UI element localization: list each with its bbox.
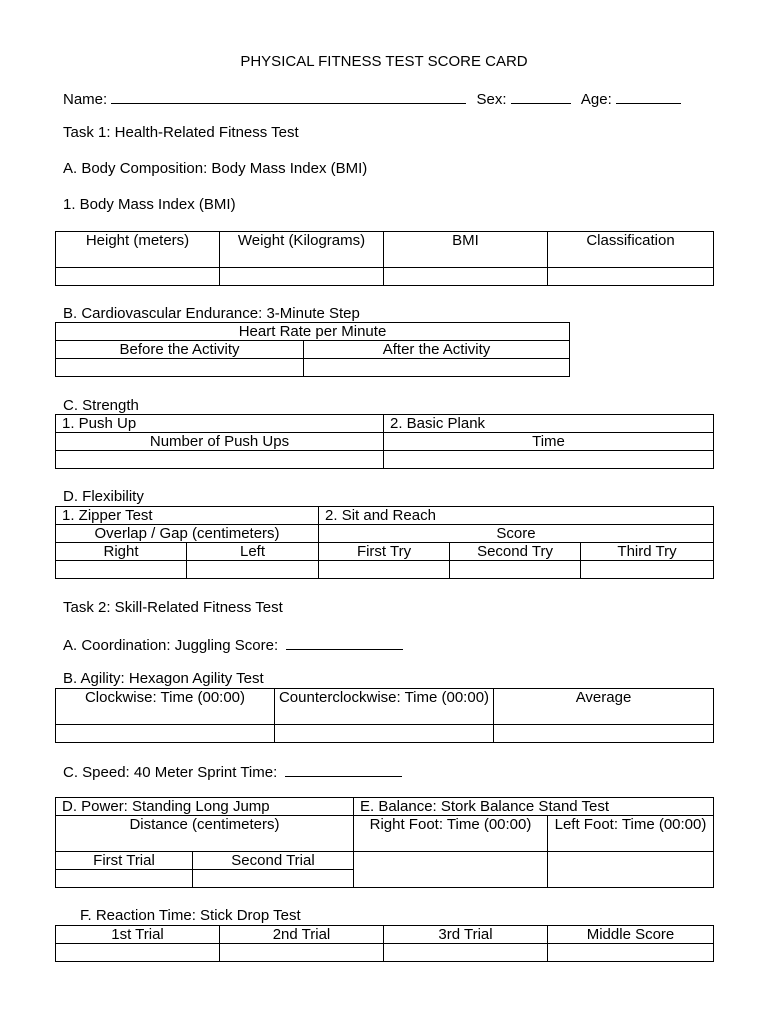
flex-right-cell[interactable]: [56, 561, 187, 579]
hr-before-cell[interactable]: [56, 359, 304, 377]
strength-table: [55, 414, 714, 469]
page-title: PHYSICAL FITNESS TEST SCORE CARD: [240, 53, 528, 70]
bmi-title: 1. Body Mass Index (BMI): [63, 196, 236, 213]
speed-line: [63, 762, 402, 782]
name-field[interactable]: [111, 89, 466, 104]
flexibility-title: D. Flexibility: [63, 488, 144, 505]
distance-header: Distance (centimeters): [56, 816, 354, 852]
coordination-label: A. Coordination: Juggling Score:: [63, 637, 279, 654]
bmi-weight-cell[interactable]: [220, 268, 384, 286]
reaction-table: [55, 925, 714, 962]
plank-label: 2. Basic Plank: [384, 415, 714, 433]
left-foot-header: Left Foot: Time (00:00): [548, 816, 714, 852]
task2-title: Task 2: Skill-Related Fitness Test: [63, 599, 283, 616]
reaction-3rd-cell[interactable]: [384, 944, 548, 962]
flex-second-try-header: Second Try: [450, 543, 581, 561]
bmi-col-weight: Weight (Kilograms): [220, 232, 384, 268]
hr-after-cell[interactable]: [304, 359, 570, 377]
bmi-classification-cell[interactable]: [548, 268, 714, 286]
flex-left-header: Left: [187, 543, 319, 561]
reaction-1st-cell[interactable]: [56, 944, 220, 962]
speed-label: C. Speed: 40 Meter Sprint Time:: [63, 764, 278, 781]
balance-title: E. Balance: Stork Balance Stand Test: [354, 798, 714, 816]
right-foot-header: Right Foot: Time (00:00): [354, 816, 548, 852]
flex-right-header: Right: [56, 543, 187, 561]
flex-third-try-header: Third Try: [581, 543, 714, 561]
header-line: [63, 89, 681, 109]
reaction-middle-header: Middle Score: [548, 926, 714, 944]
agility-title: B. Agility: Hexagon Agility Test: [63, 670, 264, 687]
second-trial-cell[interactable]: [193, 870, 354, 888]
coordination-line: [63, 635, 403, 655]
agility-clockwise-cell[interactable]: [56, 725, 275, 743]
age-field[interactable]: [616, 89, 681, 104]
push-up-count-header: Number of Push Ups: [56, 433, 384, 451]
right-foot-cell[interactable]: [354, 852, 548, 888]
cardio-title: B. Cardiovascular Endurance: 3-Minute Step: [63, 305, 360, 322]
power-title: D. Power: Standing Long Jump: [56, 798, 354, 816]
agility-clockwise-header: Clockwise: Time (00:00): [56, 689, 275, 725]
bmi-value-cell[interactable]: [384, 268, 548, 286]
power-balance-table: [55, 797, 714, 888]
flex-second-try-cell[interactable]: [450, 561, 581, 579]
hr-before-header: Before the Activity: [56, 341, 304, 359]
flex-first-try-cell[interactable]: [319, 561, 450, 579]
task1-title: Task 1: Health-Related Fitness Test: [63, 124, 299, 141]
agility-table: [55, 688, 714, 743]
flex-third-try-cell[interactable]: [581, 561, 714, 579]
reaction-2nd-header: 2nd Trial: [220, 926, 384, 944]
sprint-time-field[interactable]: [285, 762, 402, 777]
flex-first-try-header: First Try: [319, 543, 450, 561]
agility-average-cell[interactable]: [494, 725, 714, 743]
first-trial-cell[interactable]: [56, 870, 193, 888]
zipper-test-label: 1. Zipper Test: [56, 507, 319, 525]
juggling-score-field[interactable]: [286, 635, 403, 650]
score-header: Score: [319, 525, 714, 543]
reaction-2nd-cell[interactable]: [220, 944, 384, 962]
push-up-count-cell[interactable]: [56, 451, 384, 469]
left-foot-cell[interactable]: [548, 852, 714, 888]
push-up-label: 1. Push Up: [56, 415, 384, 433]
overlap-gap-header: Overlap / Gap (centimeters): [56, 525, 319, 543]
first-trial-header: First Trial: [56, 852, 193, 870]
heart-rate-header: Heart Rate per Minute: [56, 323, 570, 341]
sex-label: Sex:: [476, 91, 507, 108]
agility-counterclockwise-header: Counterclockwise: Time (00:00): [275, 689, 494, 725]
reaction-3rd-header: 3rd Trial: [384, 926, 548, 944]
sit-and-reach-label: 2. Sit and Reach: [319, 507, 714, 525]
strength-title: C. Strength: [63, 397, 139, 414]
sex-field[interactable]: [511, 89, 571, 104]
flexibility-table: [55, 506, 714, 579]
reaction-1st-header: 1st Trial: [56, 926, 220, 944]
hr-after-header: After the Activity: [304, 341, 570, 359]
heart-rate-table: [55, 322, 570, 377]
bmi-height-cell[interactable]: [56, 268, 220, 286]
bmi-col-classification: Classification: [548, 232, 714, 268]
bmi-col-bmi: BMI: [384, 232, 548, 268]
second-trial-header: Second Trial: [193, 852, 354, 870]
bmi-col-height: Height (meters): [56, 232, 220, 268]
body-composition-title: A. Body Composition: Body Mass Index (BMI): [63, 160, 368, 177]
name-label: Name:: [63, 91, 108, 108]
flex-left-cell[interactable]: [187, 561, 319, 579]
agility-counterclockwise-cell[interactable]: [275, 725, 494, 743]
plank-time-header: Time: [384, 433, 714, 451]
plank-time-cell[interactable]: [384, 451, 714, 469]
reaction-title: F. Reaction Time: Stick Drop Test: [80, 907, 301, 924]
bmi-table: [55, 231, 714, 286]
reaction-middle-cell[interactable]: [548, 944, 714, 962]
agility-average-header: Average: [494, 689, 714, 725]
age-label: Age:: [580, 91, 612, 108]
